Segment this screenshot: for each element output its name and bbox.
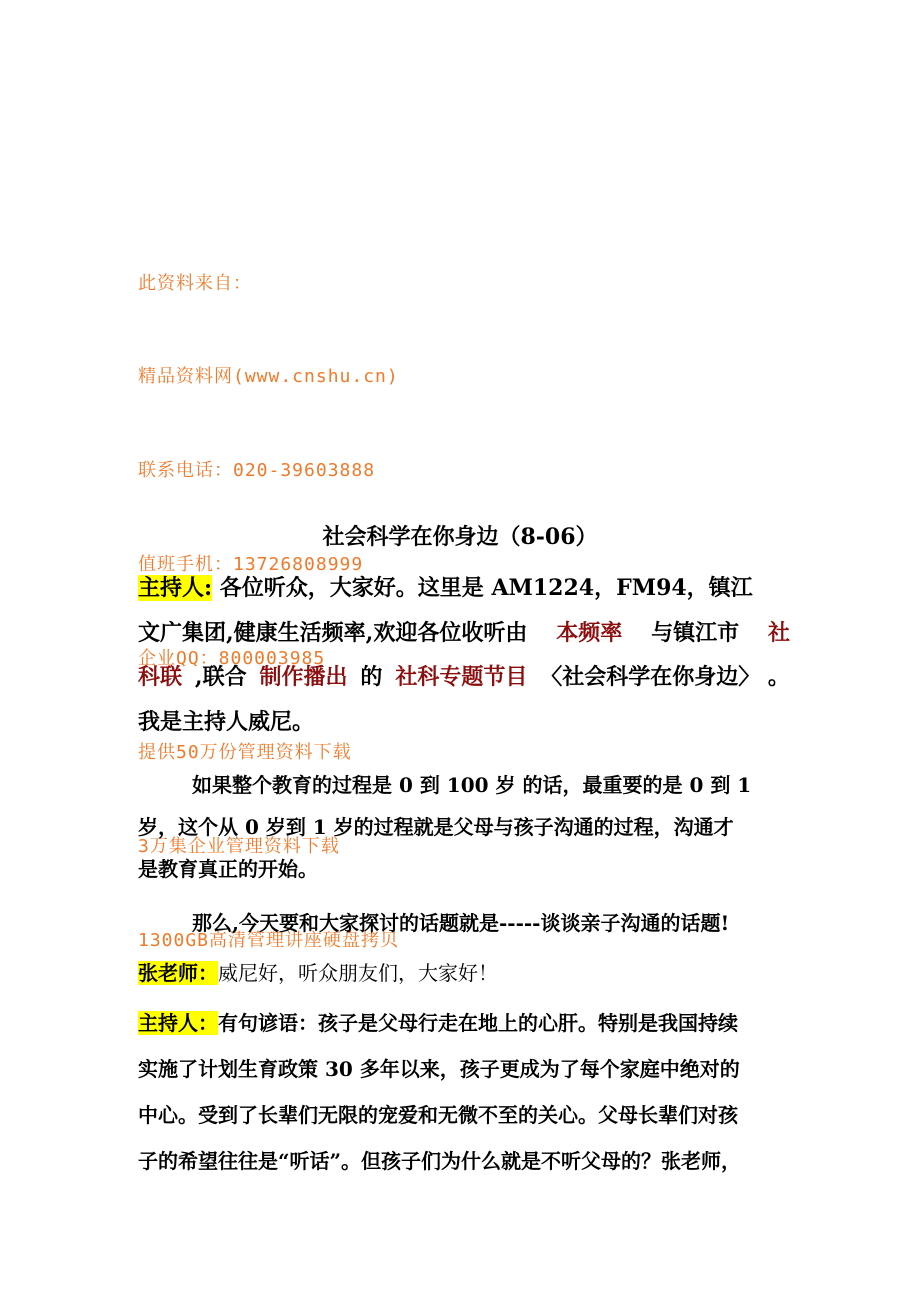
intro-text: 各位听众，大家好。这里是 AM1224，FM94，镇江 [212, 575, 753, 601]
source-line: 1300GB高清管理讲座硬盘拷贝 [138, 929, 400, 951]
paragraph-line: 中心。受到了长辈们无限的宠爱和无微不至的关心。父母长辈们对孩 [138, 1103, 738, 1127]
intro-line-4: 我是主持人威尼。 [138, 708, 315, 735]
greeting-text: 威尼好，听众朋友们，大家好！ [218, 961, 498, 985]
red-keyword: 制作播出 [259, 664, 348, 691]
education-paragraph [138, 764, 790, 890]
source-line: 联系电话：020-39603888 [138, 460, 376, 482]
paragraph-line: 子的希望往往是“听话”。但孩子们为什么就是不听父母的？张老师， [138, 1149, 742, 1173]
paragraph-line: 是教育真正的开始。 [138, 857, 318, 881]
speaker-label-teacher: 张老师： [138, 961, 218, 985]
source-line: 此资料来自： [138, 272, 252, 294]
intro-text: 的 [360, 664, 383, 691]
source-line: 3万集企业管理资料下载 [138, 835, 340, 857]
red-keyword: 本频率 [556, 619, 623, 646]
speaker-label-host: 主持人： [138, 1011, 218, 1035]
paragraph-line: 实施了计划生育政策 30 多年以来，孩子更成为了每个家庭中绝对的 [138, 1057, 740, 1081]
document-title: 社会科学在你身边（8-06） [322, 524, 598, 550]
red-keyword: 社 [767, 619, 790, 646]
intro-text: 文广集团,健康生活频率,欢迎各位收听由 [138, 619, 528, 646]
paragraph-line: 岁，这个从 0 岁到 1 岁的过程就是父母与孩子沟通的过程，沟通才 [138, 815, 734, 839]
source-line: 企业QQ：800003985 [138, 648, 326, 670]
source-line: 精品资料网(www.cnshu.cn) [138, 366, 399, 388]
intro-text: 与镇江市 [651, 619, 740, 646]
intro-paragraph [138, 566, 790, 744]
intro-text: 〈社会科学在你身边〉 。 [540, 664, 790, 691]
topic-paragraph: 那么,今天要和大家探讨的话题就是-----谈谈亲子沟通的话题! [192, 911, 730, 935]
paragraph-line: 如果整个教育的过程是 0 到 100 岁 的话，最重要的是 0 到 1 [192, 773, 752, 797]
red-keyword: 社科专题节目 [395, 664, 528, 691]
paragraph-line [138, 1000, 790, 1046]
intro-line-2 [138, 611, 790, 656]
red-keyword: 科联 [138, 664, 183, 691]
intro-line-1 [138, 566, 790, 611]
teacher-greeting [138, 952, 790, 994]
source-line: 提供50万份管理资料下载 [138, 742, 352, 764]
intro-text: ,联合 [194, 664, 247, 691]
source-line: 值班手机：13726808999 [138, 554, 364, 576]
host-question-paragraph [138, 1000, 790, 1184]
paragraph-text: 有句谚语：孩子是父母行走在地上的心肝。特别是我国持续 [218, 1011, 738, 1035]
speaker-label-host: 主持人: [138, 575, 213, 601]
intro-line-3 [138, 655, 790, 700]
